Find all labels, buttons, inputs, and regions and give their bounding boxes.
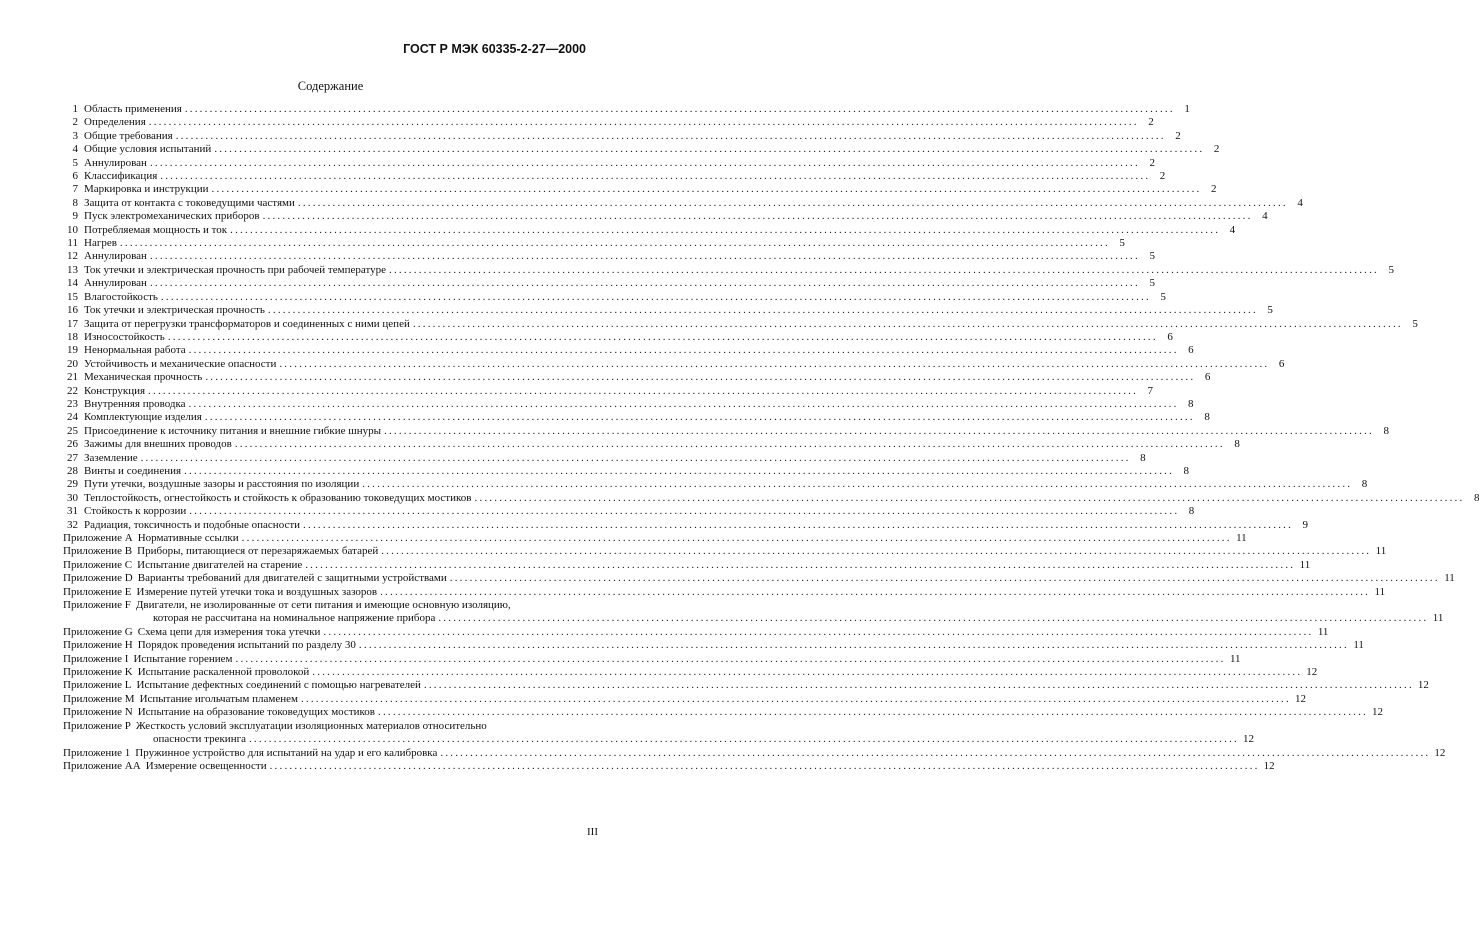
- toc-entry-page: 2: [1149, 156, 1155, 169]
- dot-leader: ........................................................................................................................................................................................................: [440, 746, 1431, 759]
- dot-leader: ........................................................................................................................................................................................................: [214, 143, 1205, 156]
- toc-entry-page: 11: [1236, 532, 1247, 544]
- toc-entry: [63, 639, 1364, 652]
- toc-entry-page: 5: [1119, 237, 1125, 250]
- dot-leader: ........................................................................................................................................................................................................: [188, 344, 1179, 357]
- toc-entry-number: 25: [67, 424, 78, 437]
- toc-entry-number: 20: [67, 357, 78, 370]
- toc-entry-number: 22: [67, 384, 78, 397]
- toc-entry: [63, 438, 1240, 451]
- toc-entry-page: 6: [1167, 330, 1173, 343]
- toc-entry: [63, 692, 1306, 706]
- toc-entry: [63, 545, 1387, 558]
- toc-entry-page: 2: [1175, 129, 1181, 142]
- toc-entry-number: Приложение K: [63, 666, 133, 679]
- toc-entry-number: 5: [72, 156, 78, 169]
- toc-entry-number: 3: [72, 129, 78, 142]
- toc-entry: [63, 505, 1195, 518]
- toc-entry-page: 12: [1372, 706, 1383, 719]
- page-title: Содержание: [297, 79, 364, 93]
- dot-leader: ........................................................................................................................................................................................................: [149, 277, 1140, 290]
- toc-entry-title: Маркировка и инструкции: [84, 183, 209, 196]
- toc-entry-title: Пути утечки, воздушные зазоры и расстояния по изоляции: [84, 478, 360, 491]
- toc-entry-page: 2: [1159, 170, 1166, 183]
- toc-entry-title: Винты и соединения: [84, 464, 182, 477]
- toc-entry-number: Приложение C: [63, 558, 133, 571]
- toc-entry: [63, 720, 600, 733]
- toc-entry-number: 4: [72, 143, 78, 156]
- toc-entry: [63, 263, 1394, 277]
- toc-entry-number: 6: [72, 170, 78, 183]
- toc-entry-title: Заземление: [84, 451, 138, 464]
- toc-entry-number: 15: [67, 290, 78, 303]
- toc-entry-title: Ток утечки и электрическая прочность при рабочей температуре: [84, 263, 386, 276]
- toc-entry-page: 6: [1278, 357, 1285, 370]
- dot-leader: ........................................................................................................................................................................................................: [148, 384, 1139, 397]
- toc-entry-title: Схема цепи для измерения тока утечки: [137, 625, 321, 638]
- toc-entry-continuation: [63, 733, 1254, 746]
- dot-leader: ........................................................................................................................................................................................................: [279, 357, 1270, 370]
- toc-entry-page: 8: [1234, 438, 1240, 451]
- toc-entry-title: Испытание двигателей на старение: [137, 558, 303, 571]
- toc-entry-page: 2: [1148, 116, 1154, 129]
- toc-entry-number: Приложение F: [63, 599, 131, 612]
- toc-entry-number: 10: [67, 223, 78, 236]
- toc-entry: [63, 129, 1181, 143]
- toc-entry-title: Присоединение к источнику питания и внешние гибкие шнуры: [84, 424, 381, 437]
- toc-entry-title: Ненормальная работа: [84, 344, 186, 357]
- toc-entry-number: 16: [67, 304, 78, 317]
- dot-leader: ........................................................................................................................................................................................................: [184, 103, 1175, 115]
- toc-entry-title: Испытание игольчатым пламенем: [139, 692, 298, 705]
- dot-leader: ........................................................................................................................................................................................................: [230, 223, 1221, 236]
- toc-entry: [63, 304, 1273, 317]
- toc-entry-page: 12: [1306, 666, 1318, 679]
- toc-entry: [63, 237, 1125, 250]
- toc-entry: [63, 706, 1383, 719]
- toc-entry-page: 6: [1204, 371, 1211, 384]
- toc-entry-title: Стойкость к коррозии: [84, 505, 187, 518]
- toc-entry: [63, 384, 1154, 398]
- dot-leader: ........................................................................................................................................................................................................: [188, 397, 1179, 410]
- toc-entry-number: 12: [67, 250, 78, 263]
- toc-entry: [63, 759, 1275, 773]
- toc-entry-title: Радиация, токсичность и подобные опасности: [84, 518, 301, 531]
- toc-entry-title: Аннулирован: [84, 156, 147, 169]
- toc-entry: [63, 156, 1155, 170]
- toc-entry-number: 13: [67, 263, 78, 276]
- dot-leader: ........................................................................................................................................................................................................: [262, 210, 1253, 223]
- toc-entry-page: 5: [1267, 304, 1273, 317]
- toc-entry-number: Приложение M: [63, 692, 135, 705]
- toc-entry-number: Приложение E: [63, 585, 132, 598]
- toc-entry-title: Определения: [84, 116, 146, 129]
- toc-entry-number: 14: [67, 277, 78, 290]
- toc-entry-number: 31: [67, 505, 78, 518]
- toc-entry-title: Устойчивость и механические опасности: [84, 357, 277, 370]
- toc-entry-title: Пуск электромеханических приборов: [84, 210, 260, 223]
- toc-entry-title: Общие требования: [84, 129, 173, 142]
- dot-leader: ........................................................................................................................................................................................................: [323, 625, 1314, 638]
- toc-entry-page: 5: [1149, 277, 1155, 290]
- dot-leader: ........................................................................................................................................................................................................: [160, 170, 1151, 183]
- dot-leader: ........................................................................................................................................................................................................: [140, 451, 1131, 464]
- dot-leader: ........................................................................................................................................................................................................: [362, 478, 1353, 491]
- toc-entry-title: Зажимы для внешних проводов: [84, 438, 232, 451]
- toc-entry-number: Приложение G: [63, 625, 133, 638]
- toc-entry-page: 4: [1297, 196, 1303, 209]
- dot-leader: ........................................................................................................................................................................................................: [389, 263, 1379, 276]
- toc-entry-title: Область применения: [84, 103, 182, 115]
- toc-entry-page: 1: [1184, 103, 1190, 115]
- toc-entry-title: Пружинное устройство для испытаний на удар и его калибровка: [135, 746, 438, 759]
- toc-entry: [63, 277, 1155, 290]
- dot-leader: ........................................................................................................................................................................................................: [235, 652, 1226, 665]
- toc-entry: [63, 518, 1309, 532]
- toc-entry-title-cont: опасности трекинга: [153, 733, 246, 746]
- toc-entry-number: Приложение B: [63, 545, 133, 558]
- toc-entry-title: Защита от контакта с токоведущими частями: [84, 196, 295, 209]
- toc-entry-number: Приложение H: [63, 639, 133, 652]
- toc-entry: [63, 666, 1318, 679]
- toc-entry: [63, 330, 1173, 344]
- toc-entry-page: 8: [1383, 424, 1389, 437]
- dot-leader: ........................................................................................................................................................................................................: [241, 532, 1232, 544]
- dot-leader: ........................................................................................................................................................................................................: [204, 411, 1195, 424]
- dot-leader: ........................................................................................................................................................................................................: [211, 183, 1202, 196]
- toc-entry-page: 8: [1361, 478, 1368, 491]
- toc-entry-number: Приложение D: [63, 572, 133, 585]
- toc-entry: [63, 532, 1247, 545]
- toc-entry-number: Приложение I: [63, 652, 129, 665]
- toc-entry: [63, 344, 1194, 357]
- toc-entry-page: 5: [1412, 317, 1418, 330]
- dot-leader: ........................................................................................................................................................................................................: [149, 250, 1140, 263]
- toc-entry-page: 11: [1353, 639, 1364, 652]
- dot-leader: ........................................................................................................................................................................................................: [358, 639, 1349, 652]
- toc-entry-number: 7: [72, 183, 78, 196]
- toc-entry-number: 11: [67, 237, 78, 250]
- toc-entry-number: 30: [67, 491, 78, 504]
- dot-leader: ........................................................................................................................................................................................................: [438, 612, 1429, 625]
- toc-entry-page: 2: [1213, 143, 1220, 156]
- toc-entry-number: 2: [72, 116, 78, 129]
- toc-entry-number: 18: [67, 330, 78, 343]
- toc-entry-number: Приложение 1: [63, 746, 131, 759]
- dot-leader: ........................................................................................................................................................................................................: [381, 545, 1372, 558]
- toc-entry-continuation: [63, 612, 1444, 625]
- toc-entry: [63, 317, 1418, 331]
- toc-entry-title: Конструкция: [84, 384, 146, 397]
- toc-entry: [63, 183, 1217, 196]
- toc-entry: [63, 572, 1455, 585]
- toc-entry: [63, 464, 1190, 478]
- toc-entry-number: Приложение P: [63, 719, 131, 732]
- toc-entry-title: Внутренняя проводка: [84, 397, 186, 410]
- toc-entry-title: Приборы, питающиеся от перезаряжаемых батарей: [137, 545, 379, 558]
- toc-entry-page: 11: [1375, 545, 1387, 558]
- toc-entry: [63, 652, 1241, 666]
- toc-entry-number: 8: [72, 196, 78, 209]
- toc-entry-page: 12: [1417, 679, 1429, 692]
- toc-entry-number: Приложение N: [63, 706, 133, 719]
- toc-entry-number: 26: [67, 438, 78, 451]
- toc-entry: [63, 625, 1329, 639]
- toc-entry-number: 29: [67, 478, 78, 491]
- toc-entry: [63, 491, 1479, 505]
- page-header: ГОСТ Р МЭК 60335-2-27—2000: [403, 42, 586, 56]
- toc-entry-title: Варианты требований для двигателей с защитными устройствами: [137, 572, 447, 585]
- toc-entry-page: 5: [1388, 263, 1394, 276]
- toc-entry-title: Теплостойкость, огнестойкость и стойкость к образованию токоведущих мостиков: [84, 491, 472, 504]
- toc-entry-page: 12: [1294, 692, 1306, 705]
- toc-entry-number: 21: [67, 371, 78, 384]
- toc-entry: [63, 357, 1285, 371]
- dot-leader: ........................................................................................................................................................................................................: [303, 518, 1294, 531]
- dot-leader: ........................................................................................................................................................................................................: [167, 330, 1158, 343]
- toc-entry-title: Классификация: [84, 170, 158, 183]
- dot-leader: ........................................................................................................................................................................................................: [305, 558, 1296, 571]
- toc-entry-title: Нормативные ссылки: [137, 532, 239, 544]
- dot-leader: ........................................................................................................................................................................................................: [184, 464, 1175, 477]
- toc-entry: [63, 478, 1368, 491]
- toc-entry-title: Испытание на образование токоведущих мостиков: [137, 706, 375, 719]
- toc-entry: [63, 250, 1155, 263]
- toc-entry-number: Приложение A: [63, 532, 133, 544]
- toc-entry-page: 8: [1140, 451, 1146, 464]
- toc-entry: [63, 371, 1211, 384]
- toc-entry: [63, 116, 1154, 129]
- toc-entry-title: Механическая прочность: [84, 371, 203, 384]
- dot-leader: ........................................................................................................................................................................................................: [234, 438, 1225, 451]
- toc-entry-page: 4: [1262, 210, 1268, 223]
- toc-entry-page: 12: [1263, 759, 1275, 772]
- toc-entry-title: Защита от перегрузки трансформаторов и соединенных с ними цепей: [84, 317, 410, 330]
- toc-entry-title: Измерение путей утечки тока и воздушных зазоров: [136, 585, 378, 598]
- toc-entry: [63, 679, 1429, 692]
- toc-entry-number: 23: [67, 397, 78, 410]
- dot-leader: ........................................................................................................................................................................................................: [412, 317, 1403, 330]
- toc-entry-page: 5: [1149, 250, 1155, 263]
- toc-entry-page: 4: [1229, 223, 1236, 236]
- toc-entry-page: 8: [1188, 505, 1195, 518]
- dot-leader: ........................................................................................................................................................................................................: [380, 585, 1371, 598]
- toc-entry-number: 28: [67, 464, 78, 477]
- toc-entry-title: Двигатели, не изолированные от сети питания и имеющие основную изоляцию,: [135, 599, 511, 612]
- dot-leader: ........................................................................................................................................................................................................: [384, 424, 1374, 437]
- toc-entry-title: Испытание дефектных соединений с помощью нагревателей: [136, 679, 421, 692]
- toc-entry-number: 27: [67, 451, 78, 464]
- dot-leader: ........................................................................................................................................................................................................: [149, 156, 1140, 169]
- toc-entry-title-cont: которая не рассчитана на номинальное напряжение прибора: [153, 612, 436, 625]
- toc-entry-title: Испытание горением: [133, 652, 233, 665]
- toc-entry: [63, 424, 1389, 438]
- toc-entry-number: 1: [72, 103, 78, 115]
- toc-entry-number: 24: [67, 411, 78, 424]
- dot-leader: ........................................................................................................................................................................................................: [175, 129, 1166, 142]
- toc-entry-number: Приложение AA: [63, 759, 141, 772]
- dot-leader: ........................................................................................................................................................................................................: [119, 237, 1110, 250]
- toc-entry: [63, 411, 1210, 424]
- toc-entry: [63, 103, 1190, 116]
- toc-entry: [63, 170, 1166, 183]
- toc-entry-title: Комплектующие изделия: [84, 411, 202, 424]
- toc-entry-title: Измерение освещенности: [145, 759, 267, 772]
- toc-entry: [63, 451, 1146, 465]
- toc-entry-number: Приложение L: [63, 679, 132, 692]
- toc-entry-title: Порядок проведения испытаний по разделу 30: [137, 639, 356, 652]
- toc-entry-title: Аннулирован: [84, 277, 147, 290]
- toc-entry: [63, 599, 600, 612]
- dot-leader: ........................................................................................................................................................................................................: [148, 116, 1139, 129]
- dot-leader: ........................................................................................................................................................................................................: [189, 505, 1180, 518]
- toc-entry: [63, 746, 1446, 760]
- toc-entry: [63, 585, 1386, 599]
- dot-leader: ........................................................................................................................................................................................................: [378, 706, 1368, 719]
- toc-entry: [63, 143, 1220, 156]
- toc-entry-page: 8: [1183, 464, 1190, 477]
- toc-entry-page: 8: [1473, 491, 1479, 504]
- dot-leader: ........................................................................................................................................................................................................: [160, 290, 1151, 303]
- toc-entry-page: 11: [1432, 612, 1444, 625]
- toc-entry-page: 8: [1188, 397, 1194, 410]
- toc-entry-number: 19: [67, 344, 78, 357]
- dot-leader: ........................................................................................................................................................................................................: [297, 196, 1288, 209]
- dot-leader: ........................................................................................................................................................................................................: [267, 304, 1258, 317]
- toc-entry-title: Износостойкость: [84, 330, 165, 343]
- toc-entry-number: 32: [67, 518, 78, 531]
- toc-entry-page: 6: [1188, 344, 1194, 357]
- toc-entry-title: Испытание раскаленной проволокой: [137, 666, 310, 679]
- toc-entry-page: 11: [1317, 625, 1329, 638]
- toc-entry-title: Влагостойкость: [84, 290, 158, 303]
- toc-entry: [63, 196, 1303, 210]
- toc-entry-number: 17: [67, 317, 78, 330]
- toc-entry-title: Ток утечки и электрическая прочность: [84, 304, 265, 317]
- toc-entry-title: Аннулирован: [84, 250, 147, 263]
- toc-entry: [63, 223, 1236, 237]
- toc-entry: [63, 290, 1166, 304]
- dot-leader: ........................................................................................................................................................................................................: [248, 733, 1239, 746]
- toc-entry-title: Жесткость условий эксплуатации изоляционных материалов относительно: [135, 719, 487, 732]
- toc-entry-page: 12: [1434, 746, 1446, 759]
- toc-entry-page: 7: [1147, 384, 1154, 397]
- toc-entry-title: Нагрев: [84, 237, 117, 250]
- dot-leader: ........................................................................................................................................................................................................: [474, 491, 1465, 504]
- toc-entry-title: Потребляемая мощность и ток: [84, 223, 228, 236]
- toc-entry-page: 11: [1444, 572, 1455, 585]
- dot-leader: ........................................................................................................................................................................................................: [269, 759, 1260, 772]
- dot-leader: ........................................................................................................................................................................................................: [300, 692, 1291, 705]
- dot-leader: ........................................................................................................................................................................................................: [449, 572, 1440, 585]
- toc-entry-page: 11: [1229, 652, 1241, 665]
- page-number: III: [587, 826, 598, 838]
- dot-leader: ........................................................................................................................................................................................................: [205, 371, 1196, 384]
- toc-entry-number: 9: [72, 210, 78, 223]
- toc-entry-page: 8: [1204, 411, 1210, 424]
- toc-entry: [63, 210, 1268, 223]
- toc-entry-page: 12: [1242, 733, 1254, 746]
- toc-entry-page: 2: [1211, 183, 1217, 196]
- toc-entry-page: 11: [1374, 585, 1386, 598]
- toc-entry: [63, 397, 1194, 411]
- toc-entry-page: 11: [1299, 558, 1311, 571]
- dot-leader: ........................................................................................................................................................................................................: [423, 679, 1414, 692]
- toc-entry-page: 5: [1160, 290, 1166, 303]
- toc-entry: [63, 558, 1311, 572]
- toc: [63, 103, 1479, 773]
- dot-leader: ........................................................................................................................................................................................................: [312, 666, 1303, 679]
- toc-entry-page: 9: [1302, 518, 1309, 531]
- toc-entry-title: Общие условия испытаний: [84, 143, 212, 156]
